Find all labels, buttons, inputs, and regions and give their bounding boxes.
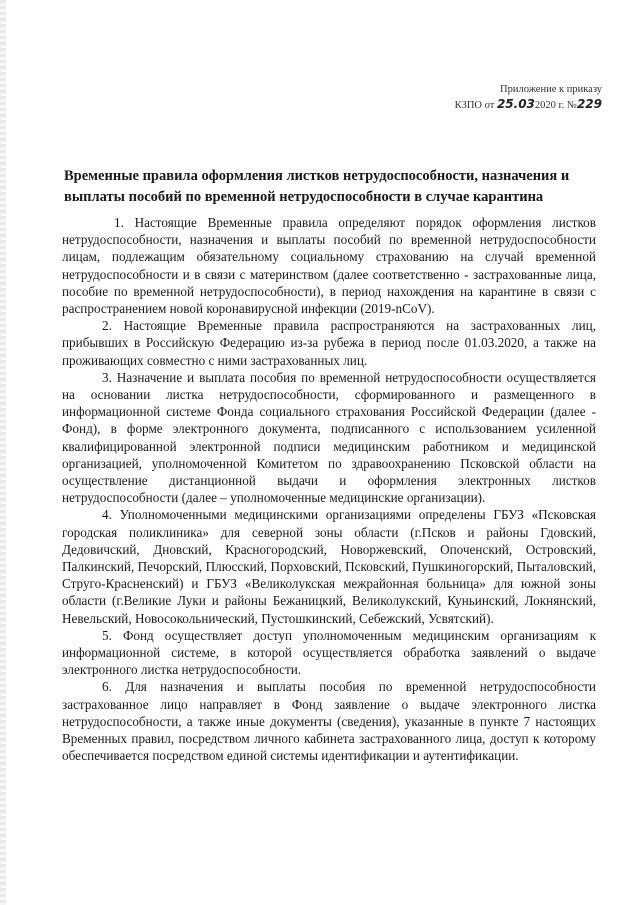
appendix-number: 229 [576, 97, 602, 111]
document-title: Временные правила оформления листков нетрудоспособности, назначения и выплаты пособий по временной нетрудоспособности в случае карантина [64, 168, 570, 205]
appendix-line-2 [455, 97, 602, 113]
appendix-header [455, 83, 602, 113]
appendix-org: КЗПО от [454, 100, 495, 111]
appendix-date: 25.03 [496, 97, 535, 111]
paragraph-3: 3. Назначение и выплата пособия по временной нетрудоспособности осуществляется на основании листка нетрудоспособности, сформированного и размещенного в информационной системе Фонда социального страхования Российской Федерации (далее - Фонд), в форме электронного документа, подписанного с использованием усиленной квалифицированной электронной подписи медицинским работником и медицинской организацией, уполномоченной Комитетом по здравоохранению Псковской области на осуществление дистанционной выдачи и оформления электронных листков нетрудоспособности (далее – уполномоченные медицинские организации). [62, 369, 596, 506]
paragraph-1: 1. Настоящие Временные правила определяют порядок оформления листков нетрудоспособности, назначения и выплаты пособий по временной нетрудоспособности лицам, подлежащим обязательному социальному страхованию на случай временной нетрудоспособности и в связи с материнством (далее соответственно - застрахованные лица, пособие по временной нетрудоспособности), в период нахождения на карантине в связи с распространением новой коронавирусной инфекции (2019-nCoV). [62, 215, 596, 317]
appendix-line-1: Приложение к приказу [500, 84, 602, 95]
scan-edge [0, 0, 6, 905]
appendix-year-number-label: 2020 г. № [534, 100, 577, 111]
paragraph-6: 6. Для назначения и выплаты пособия по временной нетрудоспособности застрахованное лицо направляет в Фонд заявление о выдаче электронного листка нетрудоспособности, а также иные документы (сведения), указанные в пункте 7 настоящих Временных правил, посредством личного кабинета застрахованного лица, доступ к которому обеспечивается посредством единой системы идентификации и аутентификации. [62, 679, 596, 764]
paragraph-4: 4. Уполномоченными медицинскими организациями определены ГБУЗ «Псковская городская поликлиника» для северной зоны области (г.Псков и районы Гдовский, Дедовичский, Дновский, Красногородский, Новоржевский, Опоченский, Островский, Палкинский, Печорский, Плюсский, Порховский, Псковский, Пушкиногорский, Пыталовский, Струго-Красненский) и ГБУЗ «Великолукская межрайонная больница» для южной зоны области (г.Великие Луки и районы Бежаницкий, Великолукский, Куньинский, Локнянский, Невельский, Новосокольнический, Пустошкинский, Себежский, Усвятский). [62, 507, 596, 626]
document-body [62, 214, 596, 765]
paragraph-5: 5. Фонд осуществляет доступ уполномоченным медицинским организациям к информационной системе, в которой осуществляется обработка заявлений о выдаче электронного листка нетрудоспособности. [62, 627, 596, 678]
paragraph-2: 2. Настоящие Временные правила распространяются на застрахованных лиц, прибывших в Российскую Федерацию из-за рубежа в период после 01.03.2020, а также на проживающих совместно с ними застрахованных лиц. [62, 318, 596, 368]
